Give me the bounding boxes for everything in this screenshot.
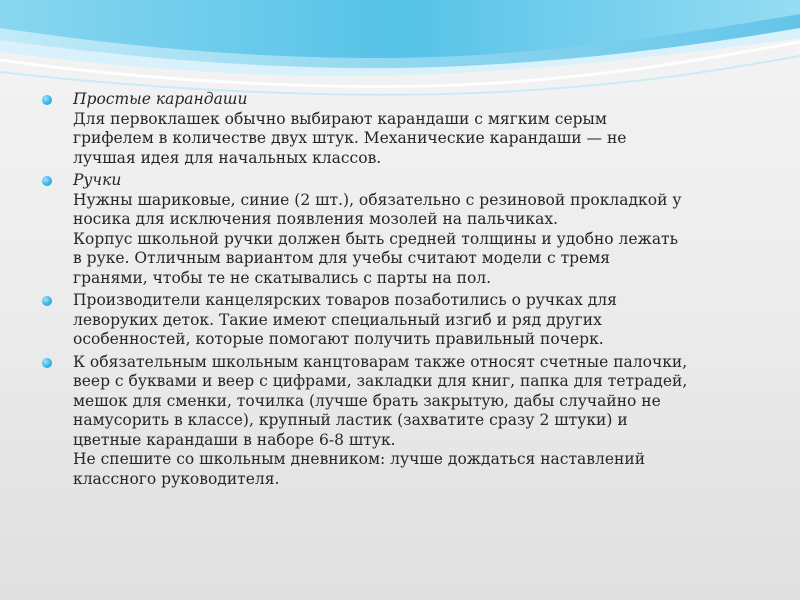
item-text-line: лучшая идея для начальных классов. bbox=[73, 148, 382, 167]
item-text-line: веер с буквами и веер с цифрами, закладки для книг, папка для тетрадей, bbox=[73, 372, 688, 390]
item-text-line: намусорить в классе), крупный ластик (захватите сразу 2 штуки) и bbox=[73, 411, 628, 429]
list-item-pencils bbox=[40, 90, 760, 168]
bullet-icon bbox=[42, 296, 52, 306]
item-text-line: Нужны шариковые, синие (2 шт.), обязательно с резиновой прокладкой у bbox=[73, 190, 682, 209]
bullet-icon bbox=[42, 358, 52, 368]
bullet-list bbox=[40, 90, 760, 492]
item-text-line: леворуких деток. Такие имеют специальный изгиб и ряд других bbox=[73, 310, 602, 329]
item-text-line: Для первоклашек обычно выбирают карандаши с мягким серым bbox=[73, 109, 607, 128]
bullet-icon bbox=[42, 176, 52, 186]
item-text-line: Корпус школьной ручки должен быть средней толщины и удобно лежать bbox=[73, 229, 679, 248]
item-text-line: К обязательным школьным канцтоварам также относят счетные палочки, bbox=[73, 352, 688, 371]
item-text-line: классного руководителя. bbox=[73, 469, 280, 488]
item-text-line: Производители канцелярских товаров позаботились о ручках для bbox=[73, 291, 617, 309]
list-item-supplies bbox=[40, 353, 760, 490]
item-text-line: носика для исключения появления мозолей на пальчиках. bbox=[73, 210, 558, 228]
list-item-pens bbox=[40, 171, 760, 288]
list-item-left-handed bbox=[40, 291, 760, 350]
bullet-icon bbox=[42, 95, 52, 105]
item-text-line: в руке. Отличным вариантом для учебы считают модели с тремя bbox=[73, 249, 611, 267]
item-heading: Ручки bbox=[73, 171, 122, 189]
item-text-line: Не спешите со школьным дневником: лучше дождаться наставлений bbox=[73, 450, 646, 468]
item-text-line: гранями, чтобы те не скатывались с парты на пол. bbox=[73, 268, 492, 287]
item-text-line: цветные карандаши в наборе 6-8 штук. bbox=[73, 430, 396, 449]
item-heading: Простые карандаши bbox=[73, 90, 248, 108]
item-text-line: грифелем в количестве двух штук. Механические карандаши — не bbox=[73, 129, 627, 147]
item-text-line: мешок для сменки, точилка (лучше брать закрытую, дабы случайно не bbox=[73, 391, 661, 410]
item-text-line: особенностей, которые помогают получить правильный почерк. bbox=[73, 330, 604, 348]
